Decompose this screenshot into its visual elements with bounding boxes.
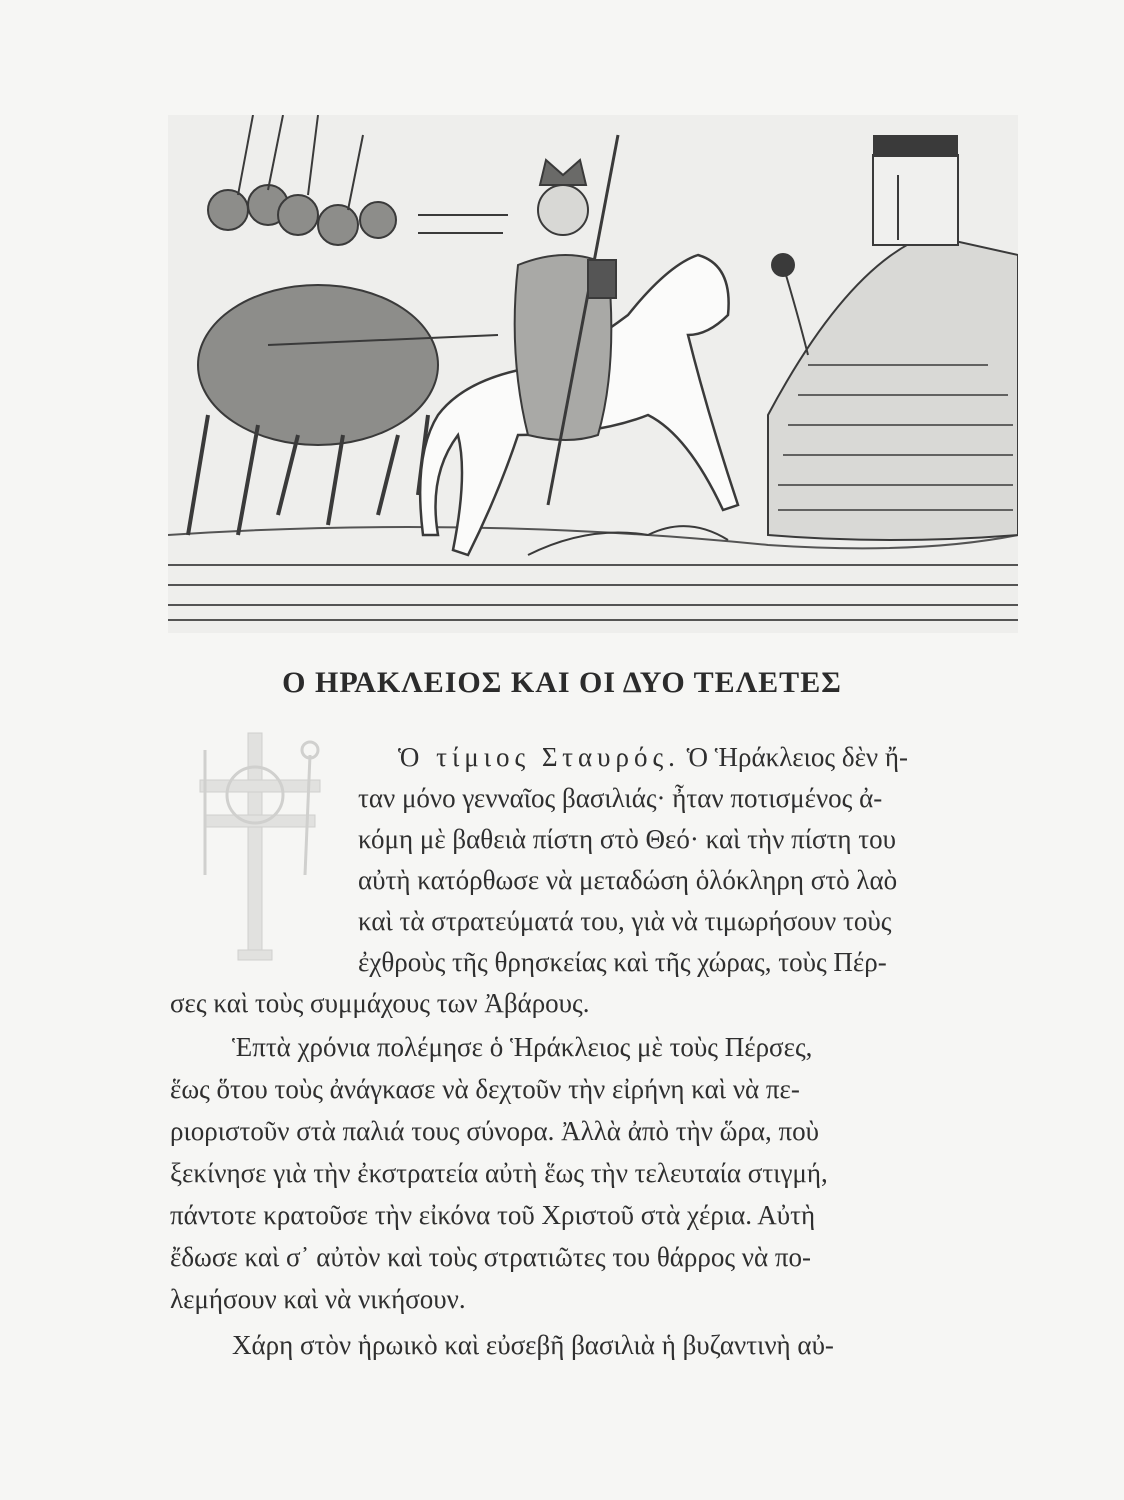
text-line-9: ἕως ὅτου τοὺς ἀνάγκασε νὰ δεχτοῦν τὴν εἰρήνη καὶ νὰ πε- [170, 1074, 800, 1104]
text-line-10: ριοριστοῦν στὰ παλιά τους σύνορα. Ἀλλὰ ἀπὸ τὴν ὥρα, ποὺ [170, 1116, 820, 1146]
text-line-3: κόμη μὲ βαθειὰ πίστη στὸ Θεό· καὶ τὴν πίστη του [358, 824, 896, 854]
text-line-12: πάντοτε κρατοῦσε τὴν εἰκόνα τοῦ Χριστοῦ στὰ χέρια. Αὐτὴ [170, 1200, 816, 1230]
woodcut-illustration [168, 115, 1018, 633]
text-line-15: Χάρη στὸν ἡρωικὸ καὶ εὐσεβῆ βασιλιὰ ἡ βυζαντινὴ αὐ- [232, 1330, 834, 1360]
text-line-6: ἐχθροὺς τῆς θρησκείας καὶ τῆς χώρας, τοὺς Πέρ- [358, 947, 887, 977]
dropcap-cross [180, 725, 340, 975]
page-title: Ο ΗΡΑΚΛΕΙΟΣ ΚΑΙ ΟΙ ΔΥΟ ΤΕΛΕΤΕΣ [282, 666, 842, 699]
text-line-8: Ἑπτὰ χρόνια πολέμησε ὁ Ἡράκλειος μὲ τοὺς Πέρσες, [232, 1032, 813, 1062]
text-line-5: καὶ τὰ στρατεύματά του, γιὰ νὰ τιμωρήσουν τοὺς [358, 906, 892, 936]
text-line-11: ξεκίνησε γιὰ τὴν ἐκστρατεία αὐτὴ ἕως τὴν τελευταία στιγμή, [170, 1158, 828, 1188]
section-heading-inline: Ὁ τίμιος Σταυρός. [398, 742, 680, 772]
text-line-1: Ὁ τίμιος Σταυρός. Ὁ Ἡράκλειος δὲν ἤ- [398, 742, 908, 772]
text-line-4: αὐτὴ κατόρθωσε νὰ μεταδώση ὁλόκληρη στὸ λαὸ [358, 865, 898, 895]
text-line-7: σες καὶ τοὺς συμμάχους των Ἀβάρους. [170, 988, 590, 1018]
text-line-14: λεμήσουν καὶ νὰ νικήσουν. [170, 1284, 466, 1314]
emperor-horseback-icon [168, 115, 1018, 633]
text-line-2: ταν μόνο γενναῖος βασιλιάς· ἦταν ποτισμένος ἀ- [358, 783, 883, 813]
text-line-13: ἔδωσε καὶ σ᾽ αὐτὸν καὶ τοὺς στρατιῶτες του θάρρος νὰ πο- [170, 1242, 812, 1272]
ornamental-cross-icon [180, 725, 340, 975]
